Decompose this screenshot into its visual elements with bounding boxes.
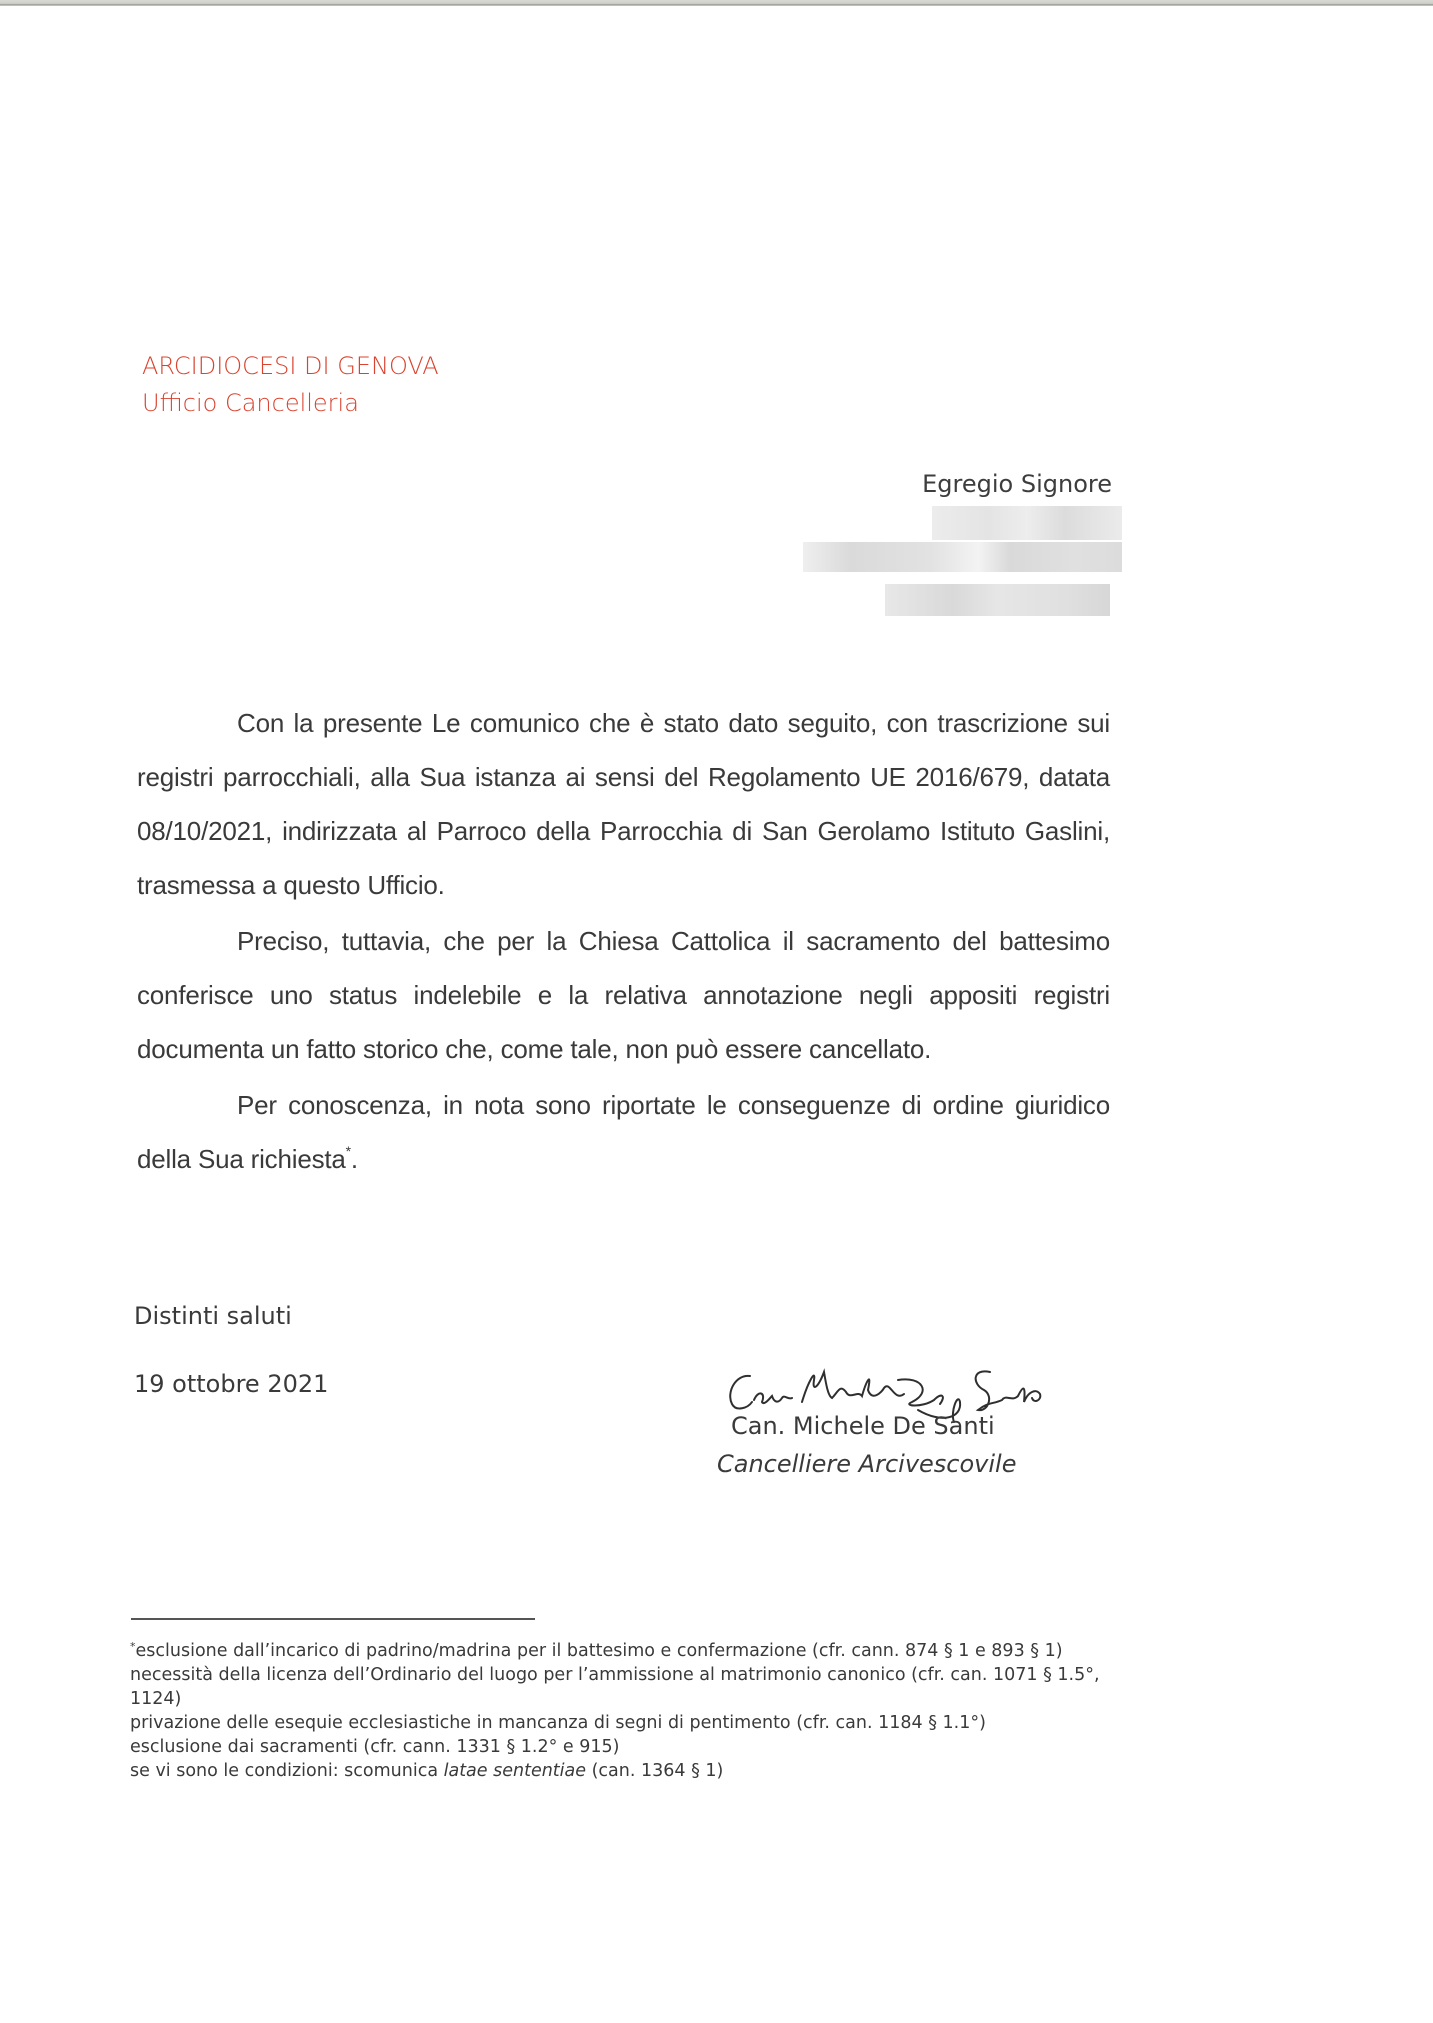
letter-date: 19 ottobre 2021 <box>134 1370 329 1398</box>
scan-edge <box>0 0 1433 6</box>
footnote-line: necessità della licenza dell’Ordinario del luogo per l’ammissione al matrimonio canonico (cfr. can. 1071 § 1.5°, 1124) <box>130 1665 1100 1709</box>
letter-body <box>137 696 1110 1186</box>
redacted-recipient-address <box>803 542 1122 572</box>
latin-phrase: latae sententiae <box>443 1761 587 1781</box>
letterhead-office: Ufficio Cancelleria <box>142 389 359 417</box>
body-paragraph-end: . <box>350 1144 358 1174</box>
footnote-separator <box>131 1618 535 1620</box>
footnote-marker: * <box>130 1640 136 1653</box>
body-paragraph <box>137 1078 1110 1186</box>
signer-title: Cancelliere Arcivescovile <box>717 1450 1017 1478</box>
body-paragraph: Preciso, tuttavia, che per la Chiesa Cattolica il sacramento del battesimo conferisce uno status indelebile e la relativa annotazione negli appositi registri documenta un fatto storico che, come tale, non può essere cancellato. <box>137 926 1110 1064</box>
closing-greeting: Distinti saluti <box>134 1302 292 1330</box>
recipient-block <box>700 468 1112 500</box>
letterhead-diocese: ARCIDIOCESI DI GENOVA <box>142 352 439 380</box>
recipient-salutation: Egregio Signore <box>922 470 1112 498</box>
body-paragraph: Con la presente Le comunico che è stato dato seguito, con trascrizione sui registri parrocchiali, alla Sua istanza ai sensi del Regolamento UE 2016/679, datata 08/10/2021, indirizzata al Parroco della Parrocchia di San Gerolamo Istituto Gaslini, trasmessa a questo Ufficio. <box>137 708 1110 900</box>
redacted-recipient-name <box>932 506 1122 540</box>
footnote-line: esclusione dai sacramenti (cfr. cann. 1331 § 1.2° e 915) <box>130 1737 620 1757</box>
footnote-reference[interactable]: * <box>345 1143 351 1159</box>
footnote-line: se vi sono le condizioni: scomunica latae sententiae (can. 1364 § 1) <box>130 1761 724 1781</box>
letterhead <box>142 348 439 422</box>
footnotes <box>130 1639 1110 1783</box>
footnote-line: *esclusione dall’incarico di padrino/madrina per il battesimo e confermazione (cfr. cann. 874 § 1 e 893 § 1) <box>130 1640 1063 1661</box>
footnote-line: privazione delle esequie ecclesiastiche in mancanza di segni di pentimento (cfr. can. 1184 § 1.1°) <box>130 1713 986 1733</box>
signer-name: Can. Michele De Santi <box>731 1412 995 1440</box>
redacted-recipient-city <box>885 584 1110 616</box>
body-paragraph-text: Per conoscenza, in nota sono riportate le conseguenze di ordine giuridico della Sua richiesta <box>137 1090 1110 1174</box>
